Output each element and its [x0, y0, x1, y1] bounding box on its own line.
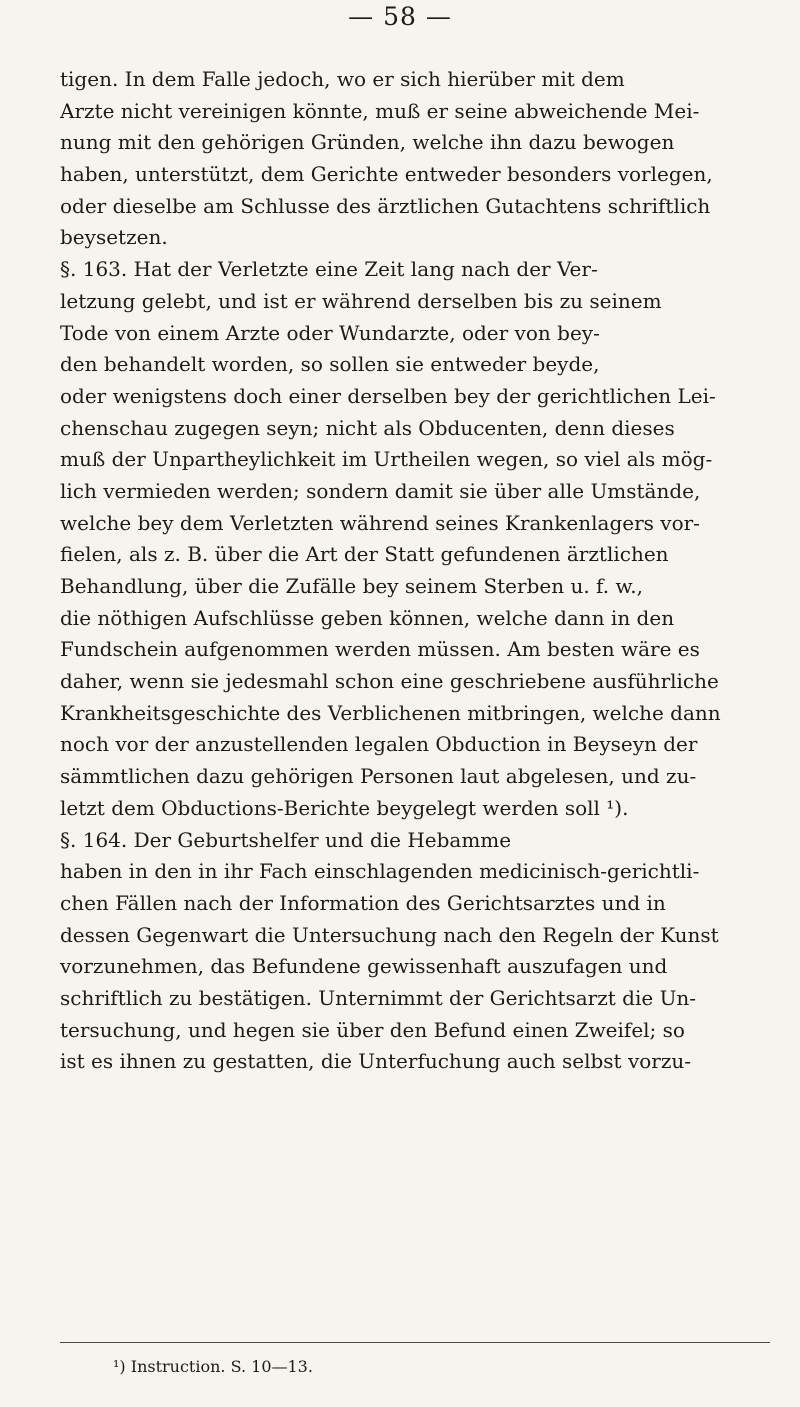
text-line: Krankheitsgeschichte des Verblichenen mitbringen, welche dann [60, 700, 721, 725]
text-line: daher, wenn sie jedesmahl schon eine geschriebene ausführliche [60, 669, 719, 694]
text-line: oder wenigstens doch einer derselben bey der gerichtlichen Lei- [60, 383, 716, 408]
text-line: Fundschein aufgenommen werden müssen. Am besten wäre es [60, 637, 700, 662]
text-line: muß der Unpartheylichkeit im Urtheilen wegen, so viel als mög- [60, 447, 713, 472]
text-line: fielen, als z. B. über die Art der Statt gefundenen ärztlichen [60, 542, 669, 567]
footnote-divider [60, 1342, 770, 1343]
text-line: haben in den in ihr Fach einschlagenden medicinisch-gerichtli- [60, 859, 700, 884]
text-line: vorzunehmen, das Befundene gewissenhaft auszufagen und [60, 954, 668, 979]
text-line: §. 163. Hat der Verletzte eine Zeit lang nach der Ver- [60, 257, 598, 282]
text-line: Tode von einem Arzte oder Wundarzte, oder von bey- [60, 320, 600, 345]
text-line: den behandelt worden, so sollen sie entweder beyde, [60, 352, 600, 377]
text-line: ist es ihnen zu gestatten, die Unterfuchung auch selbst vorzu- [60, 1049, 692, 1074]
text-line: Behandlung, über die Zufälle bey seinem Sterben u. f. w., [60, 574, 643, 598]
text-line: chen Fällen nach der Information des Gerichtsarztes und in [60, 890, 666, 915]
page-number: — 58 — [348, 2, 452, 31]
text-line: haben, unterstützt, dem Gerichte entweder besonders vorlegen, [60, 162, 713, 187]
text-line: letzung gelebt, und ist er während derselben bis zu seinem [60, 288, 662, 313]
body-text [60, 64, 770, 1078]
footnote: ¹) Instruction. S. 10—13. [113, 1357, 313, 1376]
text-line: dessen Gegenwart die Untersuchung nach den Regeln der Kunst [60, 922, 719, 947]
text-line: sämmtlichen dazu gehörigen Personen laut abgelesen, und zu- [60, 764, 697, 789]
text-line: lich vermieden werden; sondern damit sie über alle Umstände, [60, 478, 701, 503]
text-line: nung mit den gehörigen Gründen, welche ihn dazu bewogen [60, 130, 675, 155]
text-line: welche bey dem Verletzten während seines Krankenlagers vor- [60, 510, 700, 535]
text-line: beysetzen. [60, 225, 168, 250]
text-line: tigen. In dem Falle jedoch, wo er sich hierüber mit dem [60, 67, 625, 91]
text-line: letzt dem Obductions-Berichte beygelegt werden soll ¹). [60, 795, 629, 820]
text-line: schriftlich zu bestätigen. Unternimmt der Gerichtsarzt die Un- [60, 985, 697, 1010]
text-line: tersuchung, und hegen sie über den Befund einen Zweifel; so [60, 1017, 685, 1042]
text-line: Arzte nicht vereinigen könnte, muß er seine abweichende Mei- [60, 98, 700, 123]
text-line: oder dieselbe am Schlusse des ärztlichen Gutachtens schriftlich [60, 193, 711, 218]
text-line: §. 164. Der Geburtshelfer und die Hebamme [60, 827, 512, 852]
text-line: noch vor der anzustellenden legalen Obduction in Beyseyn der [60, 732, 698, 757]
text-line: die nöthigen Aufschlüsse geben können, welche dann in den [60, 605, 675, 630]
text-line: chenschau zugegen seyn; nicht als Obducenten, denn dieses [60, 415, 675, 440]
